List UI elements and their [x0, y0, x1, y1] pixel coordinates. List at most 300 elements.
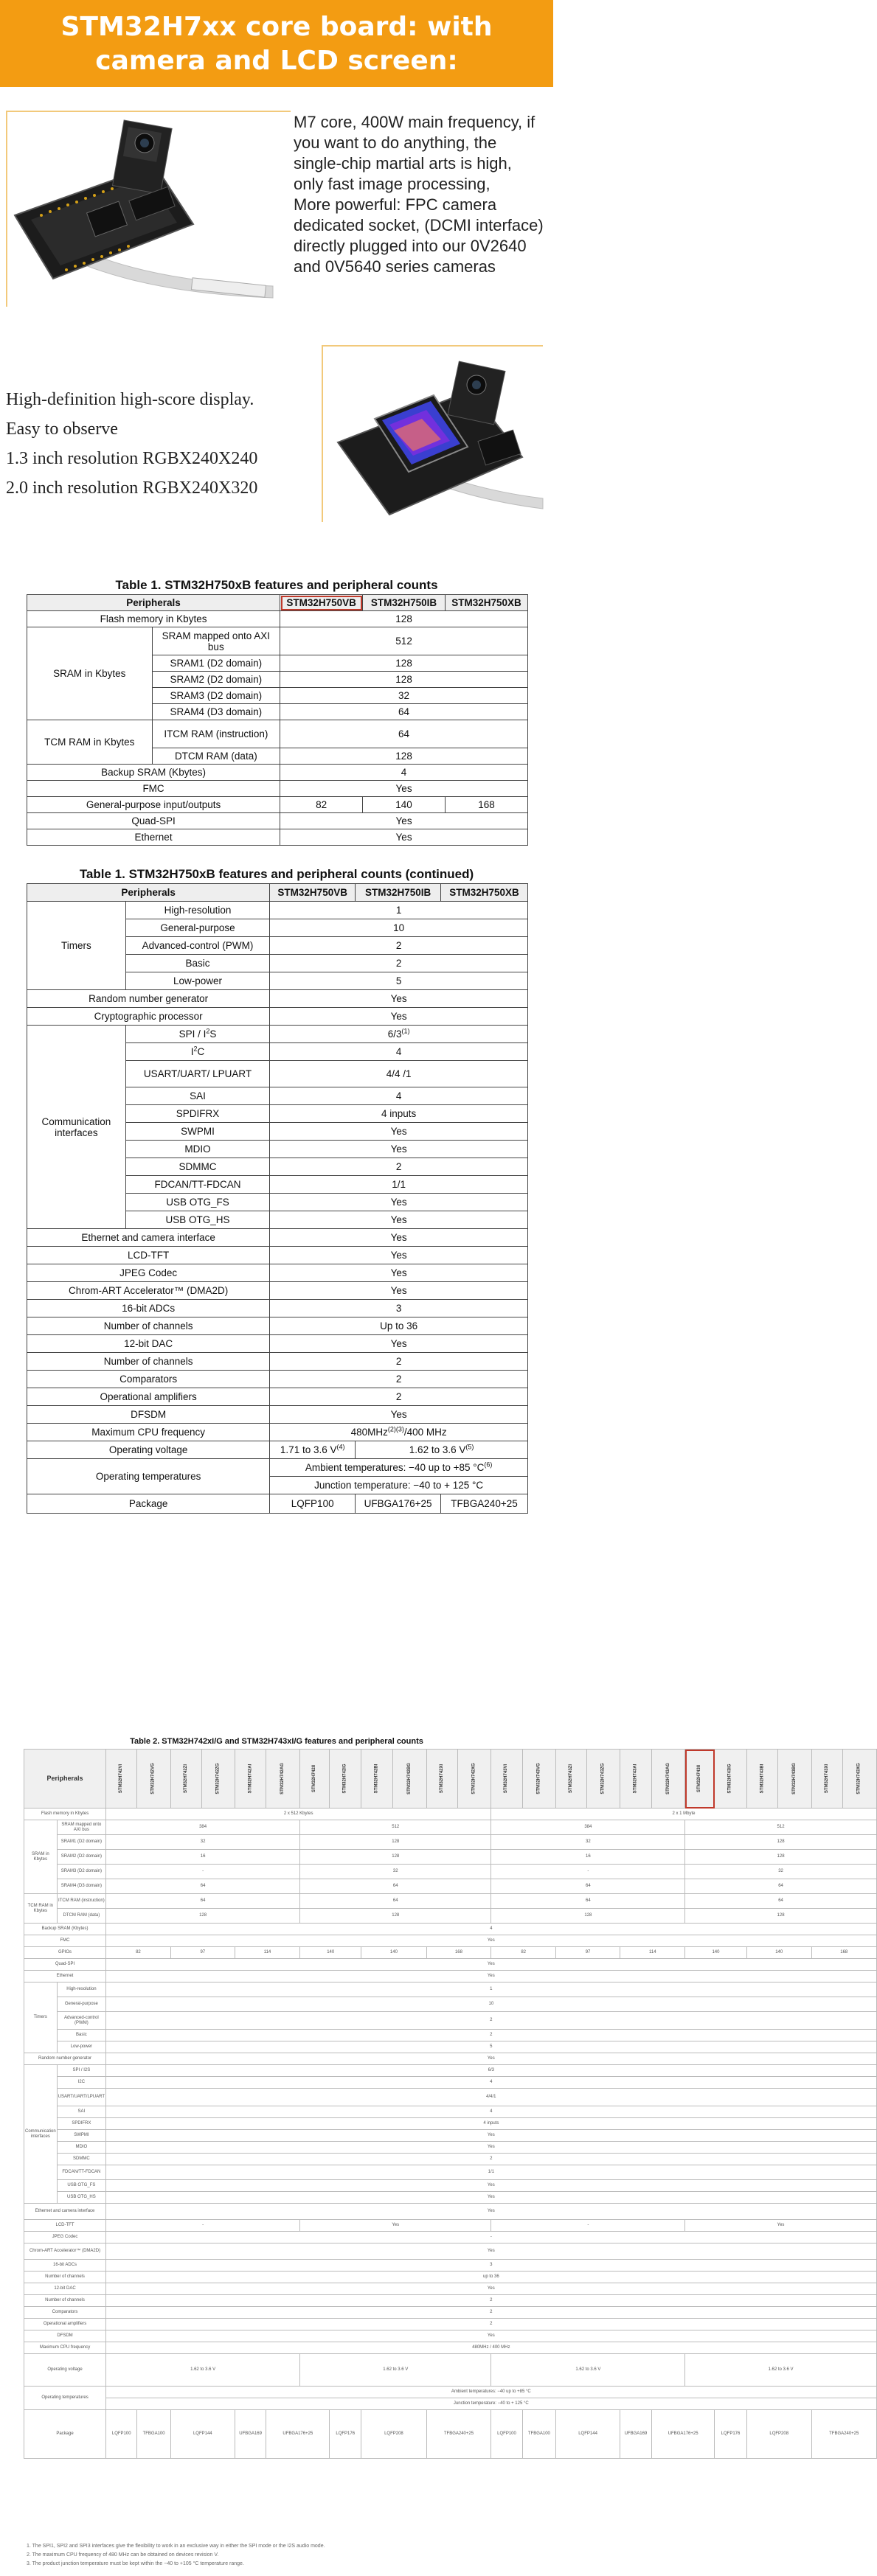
row-value: 2 — [270, 955, 528, 972]
row-label: SAI — [125, 1087, 269, 1105]
intro-text-display — [6, 385, 323, 503]
table-row — [24, 2204, 877, 2220]
t2-value: 64 — [491, 1879, 685, 1894]
t2-value: UFBGA176+25 — [266, 2410, 330, 2459]
table-row — [24, 1879, 877, 1894]
footnote: 2. The maximum CPU frequency of 480 MHz can be obtained on devices revision V. — [27, 2552, 219, 2558]
t2-label: Quad-SPI — [24, 1959, 106, 1971]
t2-value: - — [106, 2232, 877, 2243]
t2-label: Comparators — [24, 2307, 106, 2319]
table-row — [27, 902, 528, 919]
t2-value: 3 — [106, 2260, 877, 2272]
t2-value: 2 x 512 Kbytes — [106, 1809, 491, 1820]
row-value: Yes — [270, 1008, 528, 1026]
row-value: Yes — [270, 1247, 528, 1264]
table-row — [24, 2330, 877, 2342]
t2-value: 128 — [300, 1909, 491, 1924]
ambient-temp: Ambient temperatures: −40 up to +85 °C — [305, 1462, 485, 1473]
table-row — [24, 1820, 877, 1835]
row-label: SDMMC — [125, 1158, 269, 1176]
table-row — [27, 595, 528, 611]
t2-part: STM32H742BI — [361, 1750, 393, 1809]
row-value: 168 — [446, 797, 528, 813]
t2-label: USB OTG_HS — [57, 2192, 105, 2204]
row-label: LCD-TFT — [27, 1247, 270, 1264]
table2 — [24, 1749, 877, 2459]
t2-value: - — [491, 1865, 685, 1879]
t2-part: STM32H742IG — [330, 1750, 361, 1809]
row-label: Backup SRAM (Kbytes) — [27, 765, 280, 781]
t2-value: 1 — [106, 1983, 877, 1997]
t2-label: Number of channels — [24, 2272, 106, 2283]
row-value: LQFP100 — [270, 1494, 356, 1514]
intro1-line: single-chip martial arts is high, — [294, 154, 512, 173]
t2-part: STM32H743BG — [778, 1750, 812, 1809]
row-label: SRAM4 (D3 domain) — [152, 704, 280, 720]
intro2-line: 1.3 inch resolution RGBX240X240 — [6, 449, 258, 468]
t2-label: Chrom-ART Accelerator™ (DMA2D) — [24, 2243, 106, 2260]
table-row — [24, 2387, 877, 2398]
table-row — [27, 1264, 528, 1282]
t2-value: 4 — [106, 2106, 877, 2118]
t2-value: LQFP176 — [330, 2410, 361, 2459]
table-row — [27, 813, 528, 829]
row-label: Quad-SPI — [27, 813, 280, 829]
t2-value: Yes — [106, 2243, 877, 2260]
table-row — [24, 1835, 877, 1850]
t2-value: LQFP208 — [746, 2410, 811, 2459]
row-label: Advanced-control (PWM) — [125, 937, 269, 955]
row-value: 5 — [270, 972, 528, 990]
table-row — [27, 1229, 528, 1247]
table-row — [24, 2118, 877, 2130]
t2-label: ITCM RAM (instruction) — [57, 1894, 105, 1909]
row-label: SWPMI — [125, 1123, 269, 1141]
t2-value: TFBGA100 — [522, 2410, 555, 2459]
group-label: Communication interfaces — [27, 1026, 126, 1229]
t2-value: 384 — [491, 1820, 685, 1835]
t2-label: SDMMC — [57, 2154, 105, 2165]
row-value: 32 — [280, 688, 528, 704]
t2-value: 82 — [491, 1947, 556, 1959]
t2-value: LQFP100 — [491, 2410, 522, 2459]
t2-label: SRAM1 (D2 domain) — [57, 1835, 105, 1850]
table-row — [24, 2307, 877, 2319]
table-row — [24, 2319, 877, 2330]
t2-label: 16-bit ADCs — [24, 2260, 106, 2272]
t2-value: 97 — [170, 1947, 235, 1959]
volt-ibxb-sup: (5) — [465, 1443, 474, 1451]
t2-label: General-purpose — [57, 1997, 105, 2012]
row-label: General-purpose input/outputs — [27, 797, 280, 813]
t2-value: Yes — [106, 2204, 877, 2220]
row-value: 4 — [270, 1043, 528, 1061]
t2-part: STM32H742VI — [106, 1750, 137, 1809]
intro1-line: directly plugged into our 0V2640 — [294, 237, 527, 255]
row-value — [270, 1026, 528, 1043]
t2-value: 32 — [106, 1835, 300, 1850]
spi-label-sup: 2 — [206, 1027, 210, 1035]
row-label: USART/UART/ LPUART — [125, 1061, 269, 1087]
t2-value: 128 — [106, 1909, 300, 1924]
t2-part: STM32H742XG — [457, 1750, 491, 1809]
table-row — [24, 1959, 877, 1971]
table-row — [24, 2154, 877, 2165]
t2-label: MDIO — [57, 2142, 105, 2154]
spi-label: SPI / I — [178, 1028, 207, 1040]
row-label: Chrom-ART Accelerator™ (DMA2D) — [27, 1282, 270, 1300]
t2-part: STM32H743AI — [620, 1750, 652, 1809]
t2-value: Yes — [106, 1935, 877, 1947]
t2-value: 64 — [106, 1879, 300, 1894]
row-label: Operating voltage — [27, 1441, 270, 1459]
t2-value: 2 — [106, 2154, 877, 2165]
cpu-value-2: /400 MHz — [403, 1427, 447, 1438]
t2-value: Yes — [106, 2053, 877, 2065]
group-label: SRAM in Kbytes — [27, 627, 153, 720]
table-row — [24, 2220, 877, 2232]
t2-value: 4 — [106, 2077, 877, 2089]
table-row — [27, 990, 528, 1008]
group-label: TCM RAM in Kbytes — [27, 720, 153, 765]
t2-label: SAI — [57, 2106, 105, 2118]
table-row — [24, 1947, 877, 1959]
row-label: Comparators — [27, 1371, 270, 1388]
volt-vb: 1.71 to 3.6 V — [280, 1444, 337, 1455]
t2-value: TFBGA240+25 — [426, 2410, 491, 2459]
t2-value: 16 — [106, 1850, 300, 1865]
t2-value: 16 — [491, 1850, 685, 1865]
row-label: DFSDM — [27, 1406, 270, 1424]
t2-part: STM32H743VI — [491, 1750, 522, 1809]
table1 — [27, 594, 528, 846]
t2-value: 64 — [685, 1894, 876, 1909]
t2-label: USB OTG_FS — [57, 2180, 105, 2192]
row-label: ITCM RAM (instruction) — [152, 720, 280, 748]
row-value: 4/4 /1 — [270, 1061, 528, 1087]
t2-value: 512 — [685, 1820, 876, 1835]
t2-value: 5 — [106, 2041, 877, 2053]
t2-value: Yes — [106, 2283, 877, 2295]
table-row — [27, 829, 528, 846]
t2-value: 128 — [300, 1835, 491, 1850]
table-row — [24, 2106, 877, 2118]
row-value: Yes — [270, 1211, 528, 1229]
table-row — [24, 2295, 877, 2307]
t2-label: FMC — [24, 1935, 106, 1947]
ambient-temp-sup: (6) — [484, 1461, 493, 1469]
t2-label: SWPMI — [57, 2130, 105, 2142]
table-row — [24, 2354, 877, 2387]
row-value: 64 — [280, 704, 528, 720]
table-row — [27, 1026, 528, 1043]
board-camera-image — [7, 112, 292, 308]
row-value: TFBGA240+25 — [441, 1494, 528, 1514]
intro2-line: High-definition high-score display. — [6, 390, 254, 409]
row-value: 64 — [280, 720, 528, 748]
t2-part: STM32H743ZG — [587, 1750, 620, 1809]
intro1-line: only fast image processing, — [294, 175, 491, 193]
t2-part: STM32H743VG — [522, 1750, 555, 1809]
i2c-label-sup: 2 — [193, 1045, 198, 1053]
t2-value: up to 36 — [106, 2272, 877, 2283]
board-lcd-photo — [322, 345, 543, 522]
row-label: Maximum CPU frequency — [27, 1424, 270, 1441]
row-value: 128 — [280, 655, 528, 672]
table-row — [27, 1406, 528, 1424]
t2-value: UFBGA169 — [620, 2410, 652, 2459]
t2-part-highlighted: STM32H743II — [685, 1750, 715, 1809]
cpu-value: 480MHz — [350, 1427, 388, 1438]
table-row — [24, 2130, 877, 2142]
t2-label: SRAM mapped onto AXI bus — [57, 1820, 105, 1835]
t2-value: 1.62 to 3.6 V — [106, 2354, 300, 2387]
row-label: Basic — [125, 955, 269, 972]
row-label: Cryptographic processor — [27, 1008, 270, 1026]
t2-label: 12-bit DAC — [24, 2283, 106, 2295]
t2-value: 97 — [556, 1947, 620, 1959]
t2-part: STM32H743AG — [651, 1750, 685, 1809]
row-label: JPEG Codec — [27, 1264, 270, 1282]
row-label: DTCM RAM (data) — [152, 748, 280, 765]
t2-value: LQFP144 — [556, 2410, 620, 2459]
row-label: Operational amplifiers — [27, 1388, 270, 1406]
t2-value: 140 — [361, 1947, 426, 1959]
row-label: Ethernet and camera interface — [27, 1229, 270, 1247]
row-value: 2 — [270, 1371, 528, 1388]
header-stm32h750xb: STM32H750XB — [446, 595, 528, 611]
t2-value: 2 — [106, 2307, 877, 2319]
t2-value: 168 — [811, 1947, 876, 1959]
intro-text-features — [294, 112, 552, 277]
t2-label: Backup SRAM (Kbytes) — [24, 1924, 106, 1935]
table-row — [24, 1983, 877, 1997]
table-row — [24, 2077, 877, 2089]
banner-title-line1: STM32H7xx core board: with — [60, 12, 493, 42]
row-label: SRAM1 (D2 domain) — [152, 655, 280, 672]
t2-value: 10 — [106, 1997, 877, 2012]
table-row — [24, 2065, 877, 2077]
t2-part: STM32H743XG — [843, 1750, 876, 1809]
t2-value: UFBGA169 — [235, 2410, 266, 2459]
intro2-line: 2.0 inch resolution RGBX240X320 — [6, 478, 258, 498]
row-value: Yes — [270, 1282, 528, 1300]
table-row — [27, 1494, 528, 1514]
table-row — [27, 765, 528, 781]
row-value: 128 — [280, 611, 528, 627]
row-label: SRAM2 (D2 domain) — [152, 672, 280, 688]
t2-value: 32 — [685, 1865, 876, 1879]
volt-vb-sup: (4) — [336, 1443, 345, 1451]
row-value: 4 — [270, 1087, 528, 1105]
row-label — [125, 1043, 269, 1061]
table-row — [27, 1335, 528, 1353]
i2c-label: I — [190, 1046, 194, 1057]
row-value: 4 — [280, 765, 528, 781]
t2-value: 64 — [685, 1879, 876, 1894]
t2-part: STM32H742ZI — [170, 1750, 201, 1809]
table-row — [27, 1282, 528, 1300]
header-peripherals: Peripherals — [27, 595, 280, 611]
row-label: 12-bit DAC — [27, 1335, 270, 1353]
t2-label: Operating temperatures — [24, 2387, 106, 2410]
table-row — [24, 1971, 877, 1983]
t2-label: SPI / I2S — [57, 2065, 105, 2077]
row-value: 128 — [280, 748, 528, 765]
t2-label: SRAM3 (D2 domain) — [57, 1865, 105, 1879]
t2-label: JPEG Codec — [24, 2232, 106, 2243]
row-label — [125, 1026, 269, 1043]
row-value: 512 — [280, 627, 528, 655]
t2-part: STM32H742II — [300, 1750, 330, 1809]
t2-value: 384 — [106, 1820, 300, 1835]
table-row — [24, 2398, 877, 2410]
header-stm32h750ib: STM32H750IB — [363, 595, 446, 611]
t2-value: Yes — [106, 2130, 877, 2142]
intro1-line: you want to do anything, the — [294, 133, 497, 152]
t2-value: 140 — [746, 1947, 811, 1959]
intro2-line: Easy to observe — [6, 420, 118, 439]
t2-value: 1.62 to 3.6 V — [300, 2354, 491, 2387]
table-row — [27, 627, 528, 655]
row-label: FMC — [27, 781, 280, 797]
t2-value: 2 — [106, 2319, 877, 2330]
footnote: 1. The SPI1, SPI2 and SPI3 interfaces give the flexibility to work in an exclusive way in either the SPI mode or the I2S audio mode. — [27, 2544, 325, 2549]
table-row — [24, 1997, 877, 2012]
row-value: 1/1 — [270, 1176, 528, 1194]
row-value: Yes — [270, 1123, 528, 1141]
row-value: Yes — [270, 1194, 528, 1211]
row-value — [270, 1441, 356, 1459]
t2-value: - — [491, 2220, 685, 2232]
row-value: 2 — [270, 1388, 528, 1406]
table-row — [24, 1894, 877, 1909]
table2-caption: Table 2. STM32H742xI/G and STM32H743xI/G features and peripheral counts — [130, 1737, 423, 1746]
t2-value: 128 — [491, 1909, 685, 1924]
row-label: FDCAN/TT-FDCAN — [125, 1176, 269, 1194]
intro1-line: M7 core, 400W main frequency, if — [294, 113, 535, 131]
row-label: SRAM3 (D2 domain) — [152, 688, 280, 704]
row-value: Yes — [270, 1141, 528, 1158]
t2-value: 114 — [235, 1947, 299, 1959]
table-row — [27, 1371, 528, 1388]
t2-value: 4/4/1 — [106, 2089, 877, 2106]
t2-label: Number of channels — [24, 2295, 106, 2307]
row-value: Yes — [280, 813, 528, 829]
t2-value: Yes — [106, 1959, 877, 1971]
table-row — [24, 2053, 877, 2065]
row-label: Random number generator — [27, 990, 270, 1008]
t2-part: STM32H742AG — [266, 1750, 300, 1809]
footnote: 3. The product junction temperature must be kept within the −40 to +105 °C temperature range. — [27, 2561, 244, 2566]
table-row — [24, 2041, 877, 2053]
row-value: UFBGA176+25 — [356, 1494, 441, 1514]
t2-value: 480MHz / 400 MHz — [106, 2342, 877, 2354]
header-peripherals: Peripherals — [27, 884, 270, 902]
table-row — [27, 1424, 528, 1441]
t2-group: TCM RAM in Kbytes — [24, 1894, 58, 1924]
row-value: Yes — [280, 781, 528, 797]
t2-group: Timers — [24, 1983, 58, 2053]
table-row — [27, 720, 528, 748]
title-banner — [0, 0, 553, 87]
t2-value: Junction temperature: −40 to + 125 °C — [106, 2398, 877, 2410]
t2-value: TFBGA100 — [137, 2410, 170, 2459]
table-row — [24, 2243, 877, 2260]
spi-value: 6/3 — [387, 1028, 402, 1040]
table-row — [27, 1441, 528, 1459]
table-row — [24, 2272, 877, 2283]
row-label: Flash memory in Kbytes — [27, 611, 280, 627]
t2-value: 2 — [106, 2030, 877, 2041]
t2-value: LQFP144 — [170, 2410, 235, 2459]
t2-value: Yes — [106, 2330, 877, 2342]
table-row — [24, 1850, 877, 1865]
table-row — [27, 1317, 528, 1335]
t2-label: Operating voltage — [24, 2354, 106, 2387]
row-value: 4 inputs — [270, 1105, 528, 1123]
table-row — [27, 1008, 528, 1026]
t2-label: Random number generator — [24, 2053, 106, 2065]
table-row — [27, 781, 528, 797]
table-row — [24, 1809, 877, 1820]
board-camera-photo — [6, 111, 291, 307]
row-label: High-resolution — [125, 902, 269, 919]
table-row — [24, 1909, 877, 1924]
table-row — [24, 2012, 877, 2030]
t2-value: 128 — [300, 1850, 491, 1865]
t2-label: Flash memory in Kbytes — [24, 1809, 106, 1820]
t2-value: - — [106, 1865, 300, 1879]
table-row — [24, 2192, 877, 2204]
t2-part: STM32H742BG — [392, 1750, 426, 1809]
t2-value: 1/1 — [106, 2165, 877, 2180]
table-row — [24, 2089, 877, 2106]
t2-value: 64 — [106, 1894, 300, 1909]
spi-label-2: S — [209, 1028, 217, 1040]
table1-caption: Table 1. STM32H750xB features and peripheral counts — [115, 578, 438, 592]
header-stm32h750xb: STM32H750XB — [441, 884, 528, 902]
row-label: Low-power — [125, 972, 269, 990]
row-value: Yes — [270, 1406, 528, 1424]
t2-part: STM32H743ZI — [556, 1750, 587, 1809]
t2-part: STM32H743XI — [811, 1750, 842, 1809]
t2-value: UFBGA176+25 — [651, 2410, 715, 2459]
table-row — [27, 1300, 528, 1317]
t2-value: Ambient temperatures: −40 up to +85 °C — [106, 2387, 877, 2398]
t2-value: 114 — [620, 1947, 685, 1959]
table-row — [24, 2342, 877, 2354]
t2-label: FDCAN/TT-FDCAN — [57, 2165, 105, 2180]
t2-part: STM32H743IG — [715, 1750, 746, 1809]
t2-value: 4 inputs — [106, 2118, 877, 2130]
t2-part: STM32H742ZG — [201, 1750, 235, 1809]
row-value: Up to 36 — [270, 1317, 528, 1335]
row-label: SPDIFRX — [125, 1105, 269, 1123]
t2-value: 64 — [491, 1894, 685, 1909]
row-label: General-purpose — [125, 919, 269, 937]
table-row — [27, 797, 528, 813]
table-row — [24, 1750, 877, 1809]
t2-value: Yes — [106, 2142, 877, 2154]
t2-value: 2 — [106, 2012, 877, 2030]
row-value: Junction temperature: −40 to + 125 °C — [270, 1477, 528, 1494]
t2-value: LQFP176 — [715, 2410, 746, 2459]
table-row — [24, 1865, 877, 1879]
t2-value: 64 — [300, 1894, 491, 1909]
t2-value: LQFP100 — [106, 2410, 137, 2459]
t2-label: SRAM4 (D3 domain) — [57, 1879, 105, 1894]
